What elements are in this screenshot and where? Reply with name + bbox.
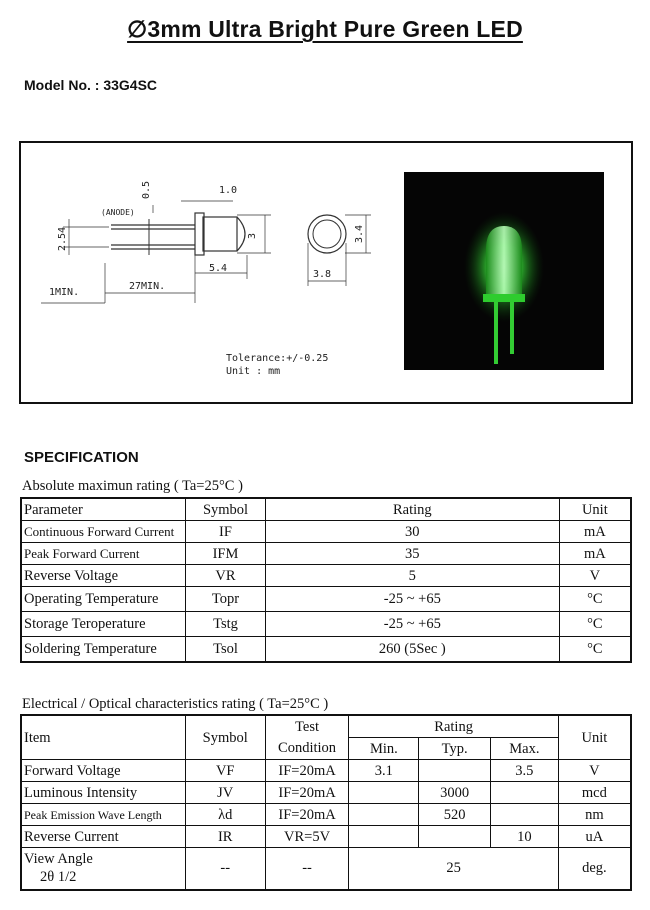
typ-cell [419,826,491,848]
max-cell: 10 [490,826,558,848]
unit-cell: mA [559,521,631,543]
unit-cell: °C [559,637,631,662]
unit-cell: uA [558,826,631,848]
header-cell: Symbol [185,715,265,760]
item-cell: Peak Emission Wave Length [21,804,185,826]
label-254: 2.54 [57,226,68,251]
table-row [21,848,631,890]
test-cell: IF=20mA [265,760,349,782]
led-side-body [203,217,237,251]
elec-caption: Electrical / Optical characteristics rating ( Ta=25°C ) [22,696,329,712]
led-front-inner [313,220,341,248]
item-cell [21,848,185,890]
symbol-cell: IF [186,521,266,543]
table-header-row [21,715,631,738]
test-cell: IF=20mA [265,782,349,804]
header-cell: Min. [349,738,419,760]
header-cell: Unit [559,498,631,521]
table-row [21,760,631,782]
table-row [21,565,631,587]
dimension-drawing [21,143,401,402]
view-angle-symbol: 2θ 1/2 [40,869,77,886]
table-row [21,612,631,637]
abs-caption: Absolute maximun rating ( Ta=25°C ) [22,478,243,494]
item-cell: Luminous Intensity [21,782,185,804]
unit-cell: °C [559,612,631,637]
param-cell: Continuous Forward Current [21,521,186,543]
max-cell [490,804,558,826]
table-row [21,782,631,804]
header-cell: Unit [558,715,631,760]
symbol-cell: Topr [186,587,266,612]
symbol-cell: Tstg [186,612,266,637]
rating-cell: 25 [349,848,558,890]
abs-rating-table [20,497,632,663]
table-row [21,521,631,543]
symbol-cell: VR [186,565,266,587]
unit-cell: °C [559,587,631,612]
label-27min: 27MIN. [129,281,166,292]
header-cell: Rating [349,715,558,738]
unit-cell: mA [559,543,631,565]
led-front-outer [308,215,346,253]
header-cell: Condition [265,738,349,760]
min-cell [349,782,419,804]
test-cell: IF=20mA [265,804,349,826]
test-cell: VR=5V [265,826,349,848]
symbol-cell: IR [185,826,265,848]
test-cell: -- [265,848,349,890]
max-cell [490,782,558,804]
view-angle-label: View Angle [24,851,93,868]
header-cell: Rating [265,498,559,521]
param-cell: Peak Forward Current [21,543,186,565]
label-anode: (ANODE) [101,208,135,217]
unit-cell: mcd [558,782,631,804]
symbol-cell: Tsol [186,637,266,662]
led-lead-left [494,302,498,364]
max-cell: 3.5 [490,760,558,782]
header-cell: Typ. [419,738,491,760]
label-3: 3 [247,232,258,239]
label-34: 3.4 [354,224,365,243]
rating-cell: 260 (5Sec ) [265,637,559,662]
header-cell: Test [265,715,349,738]
page-title: ∅3mm Ultra Bright Pure Green LED [127,16,523,42]
led-lead-right [510,302,514,354]
symbol-cell: JV [185,782,265,804]
typ-cell: 520 [419,804,491,826]
param-cell: Soldering Temperature [21,637,186,662]
param-cell: Reverse Voltage [21,565,186,587]
typ-cell: 3000 [419,782,491,804]
label-1min: 1MIN. [49,287,80,298]
rating-cell: 35 [265,543,559,565]
figure-box [19,141,633,404]
table-row [21,543,631,565]
table-row [21,587,631,612]
param-cell: Operating Temperature [21,587,186,612]
rating-cell: 30 [265,521,559,543]
min-cell [349,804,419,826]
item-cell: Reverse Current [21,826,185,848]
led-body [486,226,522,296]
label-38: 3.8 [313,269,332,280]
param-cell: Storage Teroperature [21,612,186,637]
item-cell: Forward Voltage [21,760,185,782]
label-54: 5.4 [209,263,228,274]
led-side-dome [237,217,245,251]
min-cell [349,826,419,848]
unit-cell: V [558,760,631,782]
typ-cell [419,760,491,782]
unit-cell: V [559,565,631,587]
unit-cell: nm [558,804,631,826]
unit-cell: deg. [558,848,631,890]
symbol-cell: VF [185,760,265,782]
header-cell: Item [21,715,185,760]
symbol-cell: -- [185,848,265,890]
model-number: Model No. : 33G4SC [24,77,158,93]
section-heading: SPECIFICATION [24,449,139,466]
rating-cell: -25 ~ +65 [265,587,559,612]
label-10: 1.0 [219,185,238,196]
table-row [21,804,631,826]
led-photo [404,172,604,370]
symbol-cell: IFM [186,543,266,565]
min-cell: 3.1 [349,760,419,782]
label-tolerance: Tolerance:+/-0.25 [226,353,329,364]
header-cell: Symbol [186,498,266,521]
table-row [21,637,631,662]
rating-cell: 5 [265,565,559,587]
symbol-cell: λd [185,804,265,826]
rating-cell: -25 ~ +65 [265,612,559,637]
elec-optical-table [20,714,632,891]
header-cell: Max. [490,738,558,760]
table-row [21,826,631,848]
header-cell: Parameter [21,498,186,521]
label-05: 0.5 [141,180,152,199]
table-header-row [21,498,631,521]
label-unit: Unit : mm [226,366,281,377]
